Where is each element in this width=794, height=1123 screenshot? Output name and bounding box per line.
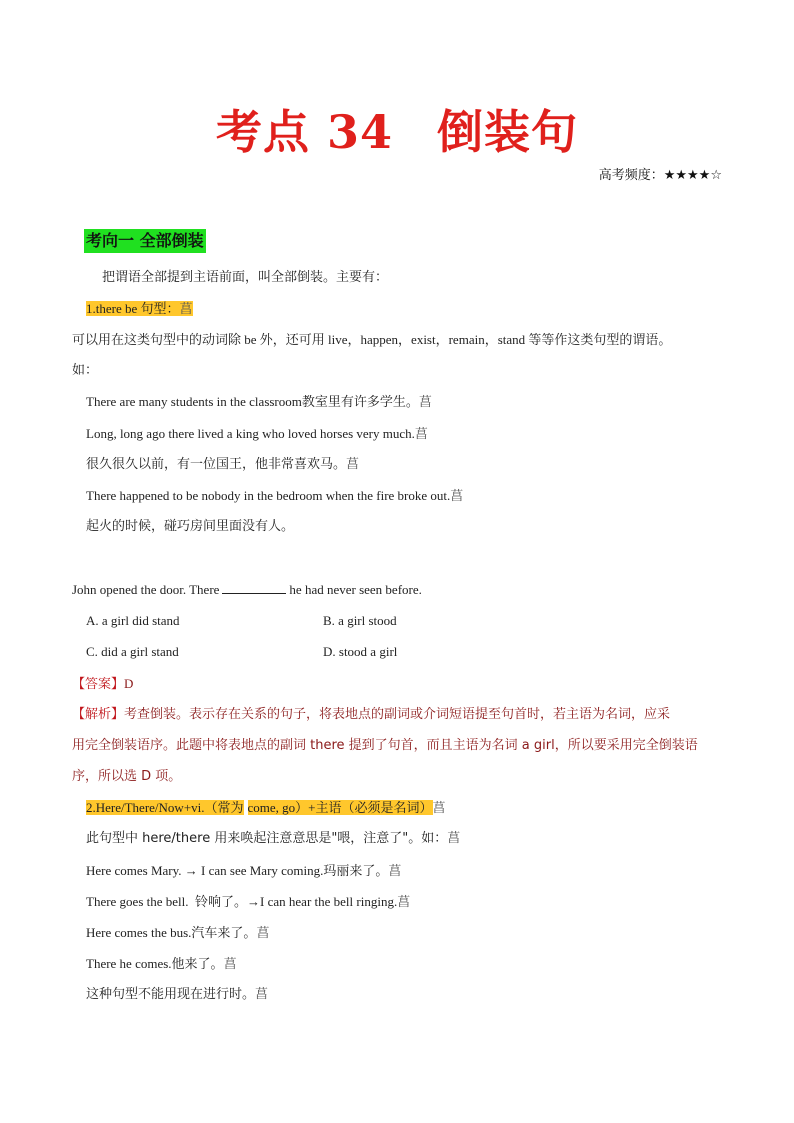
example-chinese: 玛丽来了。 [323, 864, 389, 879]
answer-label: 【答案】 [72, 677, 125, 692]
analysis-label: 【解析】 [72, 707, 125, 722]
example-english: Long, long ago there lived a king who loved horses very much. [86, 426, 415, 441]
example-english: There are many students in the classroom [86, 394, 302, 409]
answer-line [72, 675, 133, 694]
stray-mark: 菖 [450, 488, 464, 503]
example-translation [86, 456, 359, 474]
example-english: There happened to be nobody in the bedroom when the fire broke out. [86, 488, 451, 503]
example-english-paraphrase: →I can hear the bell ringing. [247, 894, 398, 909]
example-chinese: 汽车来了。 [191, 926, 257, 941]
option-d: D. stood a girl [323, 644, 398, 659]
description-line: 可以用在这类句型中的动词除 be 外，还可用 live，happen，exist，remain，stand 等等作这类句型的谓语。 [72, 332, 672, 347]
example-sentence [86, 487, 463, 505]
subheading-there-be-label: 1.there be 句型： [86, 301, 180, 316]
stray-mark: 菖 [447, 831, 461, 846]
example-sentence [86, 425, 428, 443]
question-stem [72, 581, 422, 599]
example-sentence [86, 955, 237, 974]
question-stem-after: he had never seen before. [289, 582, 422, 597]
stray-mark: 菖 [256, 925, 270, 940]
example-english: There he comes. [86, 956, 172, 971]
option-a: A. a girl did stand [86, 613, 180, 628]
page-title [0, 96, 794, 162]
stray-mark: 菖 [223, 956, 237, 971]
stray-mark: 菖 [432, 800, 446, 815]
frequency-label: 高考频度： [598, 168, 664, 183]
description-line: 如： [72, 363, 99, 378]
analysis-line: 用完全倒装语序。此题中将表地点的副词 there 提到了句首，而且主语为名词 a girl，所以要采用完全倒装语 [72, 738, 698, 753]
example-chinese: 很久很久以前，有一位国王，他非常喜欢马。 [86, 457, 347, 472]
section-intro: 把谓语全部提到主语前面，叫全部倒装。主要有： [102, 270, 389, 285]
note-text: 这种句型不能用现在进行时。 [86, 987, 256, 1002]
section2-note [86, 986, 268, 1004]
option-b: B. a girl stood [323, 613, 397, 628]
analysis-text: 考查倒装。表示存在关系的句子，将表地点的副词或介词短语提至句首时，若主语为名词，应采 [124, 707, 671, 722]
answer-blank [222, 581, 286, 594]
example-translation: 起火的时候，碰巧房间里面没有人。 [86, 519, 295, 534]
title-topic-number: 考点 34 [215, 105, 394, 159]
option-c: C. did a girl stand [86, 644, 179, 659]
stray-mark: 菖 [255, 987, 269, 1002]
subheading-here-there [86, 799, 446, 817]
stray-mark: 菖 [397, 894, 411, 909]
subheading-part2: come, go）+主语（必须是名词） [247, 800, 433, 815]
answer-value: D [124, 676, 134, 691]
example-chinese: 教室里有许多学生。 [301, 395, 419, 410]
example-chinese: 他来了。 [171, 957, 224, 972]
stray-mark: 菖 [179, 301, 193, 316]
example-english: Here comes the bus. [86, 925, 192, 940]
analysis-line [72, 706, 670, 724]
analysis-line: 序，所以选 D 项。 [72, 769, 182, 784]
stray-mark: 菖 [388, 863, 402, 878]
frequency-stars: ★★★★☆ [663, 168, 722, 183]
section2-intro-text: 此句型中 here/there 用来唤起注意意思是"喂，注意了"。如： [86, 831, 448, 846]
title-topic-name: 倒装句 [437, 105, 579, 159]
example-english: There goes the bell. [86, 894, 196, 909]
section-heading-full-inversion: 考向一 全部倒装 [84, 229, 206, 253]
example-sentence [86, 893, 410, 912]
stray-mark: 菖 [346, 457, 360, 472]
subheading-part1: 2.Here/There/Now+vi.（常为 [86, 800, 244, 815]
example-chinese: 铃响了。 [195, 895, 248, 910]
stray-mark: 菖 [418, 394, 432, 409]
example-sentence [86, 393, 432, 412]
stray-mark: 菖 [414, 426, 428, 441]
question-stem-before: John opened the door. There [72, 582, 220, 597]
subheading-there-be [86, 300, 193, 318]
example-sentence [86, 924, 269, 943]
section2-intro [86, 830, 460, 848]
example-english: Here comes Mary. → I can see Mary coming. [86, 863, 324, 878]
exam-frequency [599, 164, 722, 183]
example-sentence [86, 862, 401, 881]
